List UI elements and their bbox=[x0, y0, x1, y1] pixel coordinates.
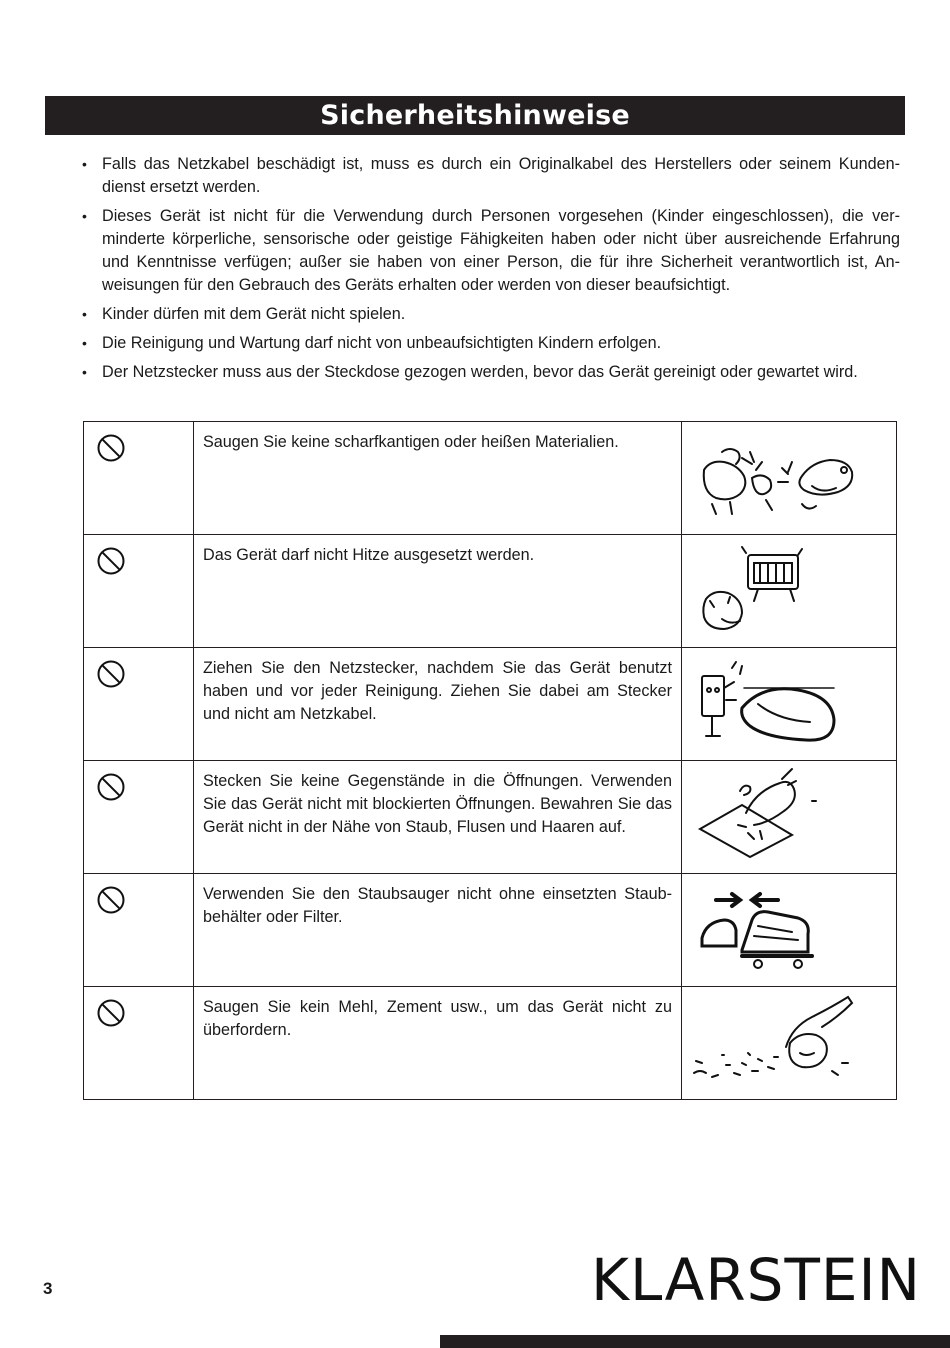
bullet-dot: • bbox=[82, 156, 87, 172]
warning-row bbox=[84, 648, 897, 761]
warning-row bbox=[84, 987, 897, 1100]
section-title: Sicherheitshinweise bbox=[45, 96, 905, 135]
safety-bullet-list bbox=[78, 153, 900, 390]
prohibition-icon bbox=[96, 998, 126, 1028]
brand-logo: KLARSTEIN bbox=[591, 1246, 922, 1314]
fine-dust-illustration bbox=[682, 987, 896, 1099]
warning-text: Saugen Sie kein Mehl, Zement usw., um das Gerät nicht zu überfordern. bbox=[203, 998, 672, 1039]
heater-illustration bbox=[682, 535, 896, 647]
footer-bar bbox=[440, 1335, 950, 1348]
prohibition-icon bbox=[96, 885, 126, 915]
warning-row bbox=[84, 422, 897, 535]
warning-row bbox=[84, 874, 897, 987]
warning-row bbox=[84, 761, 897, 874]
bullet-item: • Kinder dürfen mit dem Gerät nicht spielen. bbox=[78, 303, 900, 326]
bullet-item: • Falls das Netzkabel beschädigt ist, muss es durch ein Originalkabel des Herstellers oder seinem Kunden-dienst ersetzt werden. bbox=[82, 155, 900, 196]
warning-text: Das Gerät darf nicht Hitze ausgesetzt werden. bbox=[203, 546, 535, 564]
bullet-item: • Die Reinigung und Wartung darf nicht von unbeaufsichtigten Kindern erfolgen. bbox=[78, 332, 900, 355]
missing-filter-illustration bbox=[682, 874, 896, 986]
warning-text: Ziehen Sie den Netzstecker, nachdem Sie das Gerät benutzt haben und vor jeder Reinigung. Ziehen Sie dabei am Stecker und nicht am Netzkabel. bbox=[203, 659, 672, 723]
unplug-illustration bbox=[682, 648, 896, 760]
blocked-openings-illustration bbox=[682, 761, 896, 873]
prohibition-icon bbox=[96, 433, 126, 463]
bullet-dot: • bbox=[82, 335, 87, 351]
warning-text: Saugen Sie keine scharfkantigen oder heißen Materialien. bbox=[203, 433, 619, 451]
page-number: 3 bbox=[43, 1279, 53, 1298]
warning-text: Verwenden Sie den Staubsauger nicht ohne einsetzten Staub-behälter oder Filter. bbox=[203, 885, 672, 926]
prohibition-icon bbox=[96, 546, 126, 576]
prohibition-icon bbox=[96, 772, 126, 802]
bullet-item: • Dieses Gerät ist nicht für die Verwendung durch Personen vorgesehen (Kinder eingeschlossen), die ver-minderte körperliche, sensorische oder geistige Fähigkeiten haben oder nicht über ausreichende Erfahrung und Kenntnisse verfügen; außer sie haben von einer Person, die für ihre Sicherheit verantwortlich ist, An-weisungen für den Gebrauch des Geräts erhalten oder werden von dieser beaufsichtigt. bbox=[82, 207, 900, 294]
prohibition-icon bbox=[96, 659, 126, 689]
bullet-dot: • bbox=[82, 364, 87, 380]
bullet-item: • Der Netzstecker muss aus der Steckdose gezogen werden, bevor das Gerät gereinigt oder gewartet wird. bbox=[78, 361, 900, 384]
sharp-objects-illustration bbox=[682, 422, 896, 534]
warning-text: Stecken Sie keine Gegenstände in die Öffnungen. Verwenden Sie das Gerät nicht mit blockierten Öffnungen. Bewahren Sie das Gerät nicht in der Nähe von Staub, Flusen und Haaren auf. bbox=[203, 772, 672, 836]
bullet-dot: • bbox=[82, 306, 87, 322]
warning-row bbox=[84, 535, 897, 648]
bullet-dot: • bbox=[82, 208, 87, 224]
warning-table bbox=[83, 421, 897, 1100]
